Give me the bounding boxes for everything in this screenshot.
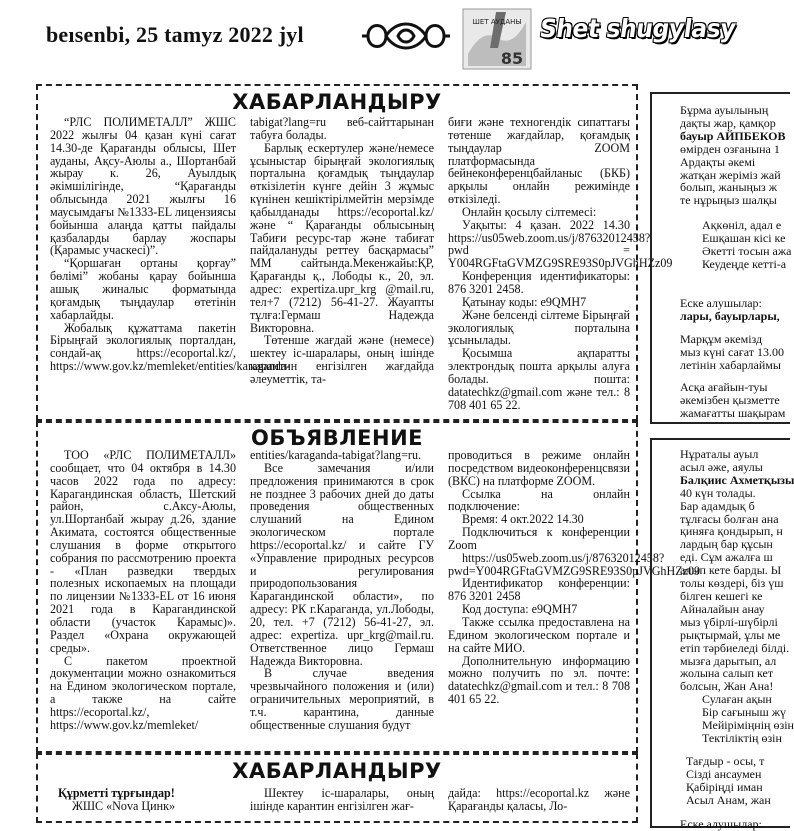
district-anniversary-badge (462, 8, 532, 70)
notice-column-2: entities/karaganda-tabigat?lang=ru. Все замечания и/или предложения принимаются в срок не позднее 3 рабочих дней до даты проведения общественных слушаний на Едином экологическом портале https://ecoportal.kz/ и сайте ГУ «Управление природных ресурсов и регулирования природопользования Карагандинской области», по адресу: РК г.Караганда, ул.Лободы, 20, тел. +7 (7212) 56-41-27, эл. адрес: expertiza. upr_krg@mail.ru. Ответственное лицо Гермаш Надежда Викторовна. В случае введения чрезвычайного положения и (или) ограничительных мероприятий, в т.ч. карантина, данные общественные слушания будут (250, 448, 434, 732)
issue-date: beısenbi, 25 tamyz 2022 jyl (46, 22, 304, 47)
notice-column-1: ТОО «РЛС ПОЛИМЕТАЛЛ» сообщает, что 04 октября в 14.30 часов 2022 года по адресу: Карагандинская область, Шетский район, с.Аксу-Аюлы, ул.Шортанбай жырау д.26, здание Акимата, состоятся общественные слушания в форме открытого собрания по рассмотрению проекта - «План разведки твердых полезных ископаемых на площади по лицензии №1333-EL от 16 июня 2021 года в Карагандинской области (участок Карамыс)». Раздел «Охрана окружающей среды». С пакетом проектной документации можно ознакомиться на Едином экологическом портале, а также на сайте https://ecoportal.kz/, https://www.gov.kz/memleket/ (50, 448, 236, 732)
ornament-icon (360, 16, 452, 56)
obituary-box-2 (650, 438, 794, 831)
badge-caption: ШЕТ АУДАНЫ (472, 18, 522, 26)
notice-title: ХАБАРЛАНДЫРУ (232, 759, 442, 783)
obituary-box-1 (650, 92, 790, 424)
notice-column-2: tabigat?lang=ru веб-сайттарынан табуға болады. Барлық ескертулер және/немесе ұсыныстар бірыңғай экологиялық порталына қоғамдық тыңдаулар өткізілетін күнге дейін 3 жұмыс күнінен кешіктірілмейтін мерзімде қабылданады https://ecoportal.kz/ және “ Қарағанды облысының Табиғи ресурс-тар және табиғат пайдалануды реттеу басқармасы” ММ сайтында.Мекенжайы:ҚР, Қарағанды қ., Лободы к., 20, эл. адрес: expertiza.upr_krg @mail.ru, тел+7 (7212) 56-41-27. Жауапты тұлға:Гермаш Надежда Викторовна. Төтенше жағдай және (немесе) шектеу іс-шаралары, оның ішінде карантин енгізілген жағдайда әлеуметтік, та- (250, 115, 434, 386)
notice-column-3: дайда: https://ecoportal.kz және Қарағанды қаласы, Ло- (448, 786, 630, 813)
notice-column-3: проводиться в режиме онлайн посредством видеоконференцсвязи (ВКС) на платформе ZOOM. Ссылка на онлайн подключение: Время: 4 окт.2022 14.30 Подключиться к конференции Zoom https://us05web.zoom.us/j/87632012458?pwd=Y004RGFtaGVMZG9SRE93S0pJVGhHZz09 Идентификатор конференции: 876 3201 2458 Код доступа: e9QMH7 Также ссылка предоставлена на Едином экологическом портале и на сайте МИО. Дополнительную информацию можно получить по эл. почте: datatechkz@gmail.com и тел.: 8 708 401 65 22. (448, 448, 701, 707)
notice-announcement-ru (36, 421, 701, 753)
notice-announcement-kz-2 (36, 753, 638, 823)
obituary-text: Бұрма ауылының дақты жар, қамқор бауыр АЙПБЕКОВ өмірден озғанына 1 Ардақты әкемі жатқан жеріміз жай болып, жаныңыз ж те нұрыңыз шалқы Ақкөніл, адал е Ешқашан кісі ке Әкетті тосын ажа Кеудеңде кетті-а Еске алушылар: лары, бауырлары, Марқұм әкемізд мыз күні сағат 13.00 летінін хабарлаймы Асқа ағайын-туы әкемізбен қызметте жамағатты шақырам (680, 103, 792, 421)
notice-column-2: Шектеу іс-шаралары, оның ішінде карантин енгізілген жағ- (250, 786, 434, 813)
notice-column-1: Құрметті тұрғындар! ЖШС «Nova Цинк» (58, 786, 175, 813)
notice-column-3: биғи және техногендік сипаттағы төтенше жағдайлар, қоғамдық тыңдаулар ZOOM платформасында бейнеконференцбайланыс (БКБ) арқылы онлайн режимінде өткізіледі. Онлайн қосылу сілтемесі: Уақыты: 4 қазан. 2022 14.30 https://us05web.zoom.us/j/87632012458?pwd = Y004RGFtaGVMZG9SRE93S0pJVGhHZz09 Конференция идентификаторы: 876 3201 2458. Қатынау коды: e9QMH7 Және белсенді сілтеме Бірыңғай экологиялық порталына ұсынылады. Қосымша ақпаратты электрондық пошта арқылы алуға болады. пошта: datatechkz@gmail.com және тел.: 8 708 401 65 22. (448, 115, 673, 412)
notice-title: ХАБАРЛАНДЫРУ (232, 90, 442, 114)
masthead (0, 0, 768, 78)
obituary-text: Нұраталы ауыл асыл әже, аяулы Балқиис Ахметқызы 40 күн толады. Бар адамдық б тұлғасы болған ана қиняға қондырып, н лардың бар құсын еді. Сұм ажалға ш алып кете барды. Ы толы көздері, біз үш білген кешегі ке Айналайын анау мыз үбірлі-шүбірлі рықтырмай, ұлы ме етіп тәрбиеледі білді. мызға дарытып, ал жолына салып кет болсын, Жан Ана! Сулаған ақын Бір сағыныш жү Мейіріміңнің өзін Тектіліктің өзін Тағдыр - осы, т Сізді ансаумен Қабіріңді иман Асыл Анам, жан Еске алушылар: (680, 447, 794, 831)
notice-column-1: “РЛС ПОЛИМЕТАЛЛ” ЖШС 2022 жылғы 04 қазан күні сағат 14.30-де Қарағанды облысы, Шет ауданы, Ақсу-Аюлы а., Шортанбай жырау к. 26, Ауылдық әкімшілігінде, “Қарағанды облысында 2021 жылғы 16 маусымдағы №1333-EL лицензиясы бойынша алаңда қатты пайдалы қазбаларды барлау жоспары (Қарамыс учаскесі)”. “Қоршаған ортаны қорғау” бөлімі” жобаны қарау бойынша ашық жиналыс форматында қоғамдық тыңдаулар өтетінін хабарлайды. Жобалық құжаттама пакетін Бірыңғай экологиялық порталдан, сондай-ақ https://ecoportal.kz/, https://www.gov.kz/memleket/entities/karaganda- (50, 115, 291, 374)
badge-number: 85 (500, 49, 524, 68)
notice-title: ОБЪЯВЛЕНИЕ (250, 426, 424, 450)
section-title: Shet shugylasy (537, 14, 738, 43)
notice-announcement-kz (36, 84, 673, 421)
